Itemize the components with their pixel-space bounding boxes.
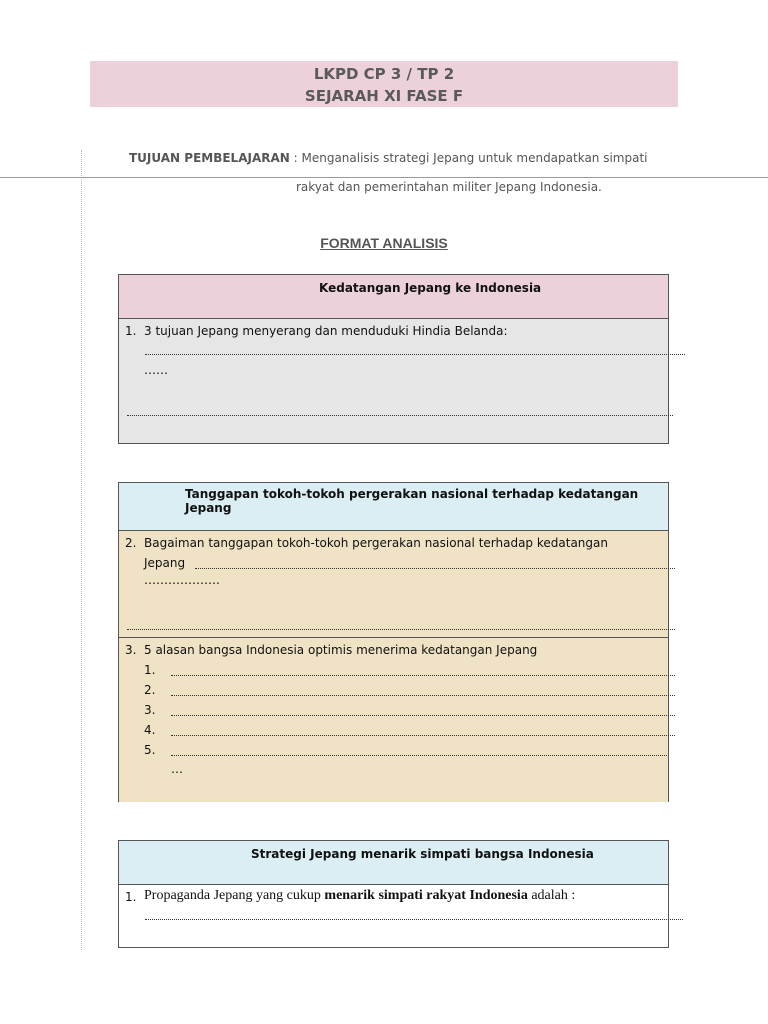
item-text: Bagaiman tanggapan tokoh-tokoh pergerakan nasional terhadap kedatangan xyxy=(144,536,608,550)
item-number: 1. xyxy=(125,890,137,904)
format-title: FORMAT ANALISIS xyxy=(320,235,448,251)
section-tanggapan xyxy=(118,482,669,802)
answer-line[interactable] xyxy=(171,715,675,716)
answer-line[interactable] xyxy=(145,919,683,920)
item-text-bold: menarik simpati rakyat Indonesia xyxy=(324,888,528,903)
question-2-cell xyxy=(119,531,668,638)
item-number: 2. xyxy=(125,536,137,550)
sub-item-number: 3. xyxy=(144,703,156,717)
sub-item-number: 2. xyxy=(144,683,156,697)
margin-guide xyxy=(81,150,82,950)
answer-trail: …… xyxy=(144,363,168,377)
answer-line[interactable] xyxy=(171,675,675,676)
item-number: 1. xyxy=(125,324,137,338)
title-line-2: SEJARAH XI FASE F xyxy=(304,87,464,105)
title-line-1: LKPD CP 3 / TP 2 xyxy=(313,65,455,83)
answer-line[interactable] xyxy=(127,415,673,416)
item-text: 3 tujuan Jepang menyerang dan menduduki Hindia Belanda: xyxy=(144,324,508,338)
section-kedatangan-title: Kedatangan Jepang ke Indonesia xyxy=(119,275,668,319)
objective-label: TUJUAN PEMBELAJARAN xyxy=(129,151,290,165)
answer-line[interactable] xyxy=(171,735,675,736)
answer-line[interactable] xyxy=(145,354,685,355)
sub-item-number: 1. xyxy=(144,663,156,677)
item-number: 3. xyxy=(125,643,137,657)
answer-line[interactable] xyxy=(127,629,675,630)
item-text xyxy=(144,888,575,904)
section-tanggapan-title: Tanggapan tokoh-tokoh pergerakan nasional terhadap kedatangan Jepang xyxy=(119,483,668,531)
answer-trail: ………………. xyxy=(144,573,220,587)
page-rule xyxy=(0,177,768,178)
question-3-cell xyxy=(119,638,668,802)
section-strategi-body xyxy=(119,885,668,947)
answer-trail: … xyxy=(171,762,183,776)
section-kedatangan xyxy=(118,274,669,444)
item-text-continued: Jepang xyxy=(144,556,186,570)
section-strategi-title: Strategi Jepang menarik simpati bangsa Indonesia xyxy=(119,841,668,885)
objective-separator: : xyxy=(289,151,302,165)
answer-line[interactable] xyxy=(171,695,675,696)
document-title-banner xyxy=(90,61,678,107)
answer-line[interactable] xyxy=(171,755,667,756)
objective-text-1: Menganalisis strategi Jepang untuk mendapatkan simpati xyxy=(301,151,648,165)
item-text: 5 alasan bangsa Indonesia optimis menerima kedatangan Jepang xyxy=(144,643,538,657)
sub-item-number: 4. xyxy=(144,723,156,737)
section-strategi xyxy=(118,840,669,948)
section-kedatangan-body xyxy=(119,319,668,443)
item-text-post: adalah : xyxy=(527,888,576,903)
item-text-pre: Propaganda Jepang yang cukup xyxy=(144,888,325,903)
learning-objective xyxy=(129,151,689,194)
objective-text-2: rakyat dan pemerintahan militer Jepang Indonesia. xyxy=(296,180,602,194)
sub-item-number: 5. xyxy=(144,743,156,757)
answer-line[interactable] xyxy=(195,568,675,569)
